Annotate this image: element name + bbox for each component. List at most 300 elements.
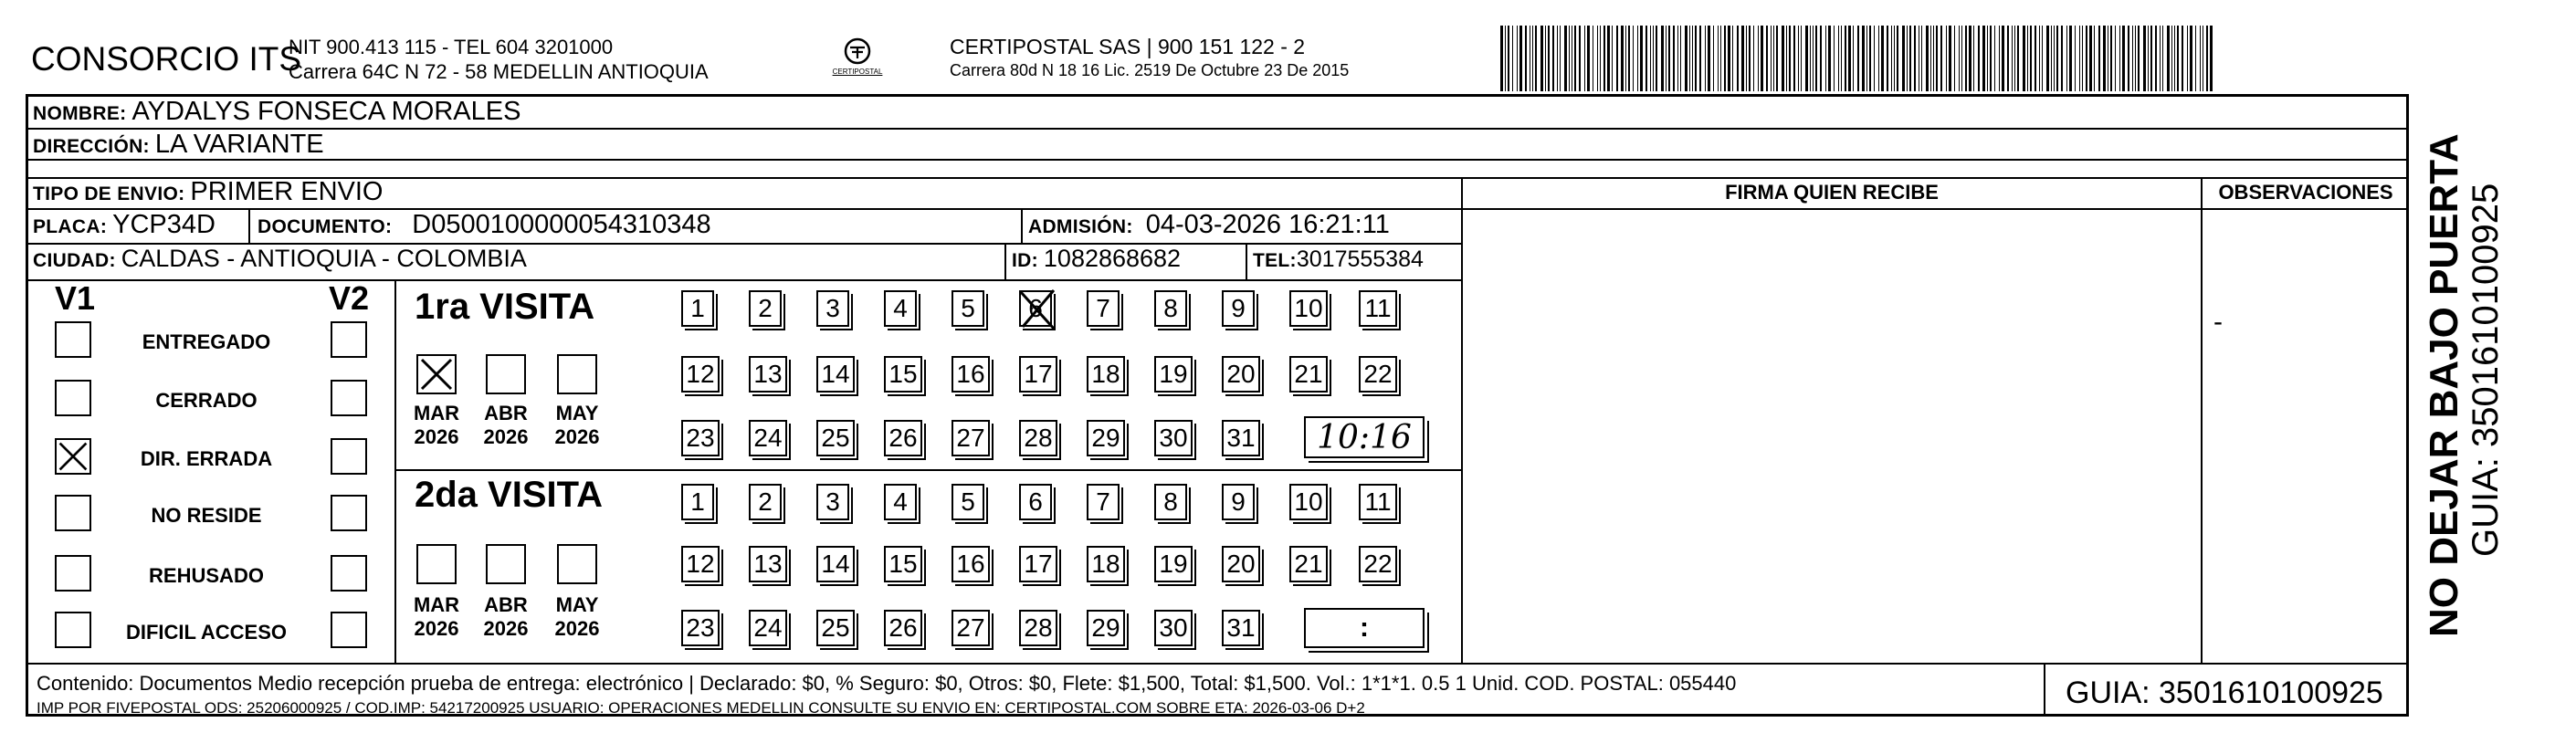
barcode-bar: [2138, 26, 2140, 91]
day-box[interactable]: 19: [1154, 546, 1193, 582]
day-box[interactable]: 26: [884, 610, 922, 646]
barcode-bar: [2017, 26, 2019, 91]
day-box[interactable]: 5: [952, 484, 984, 520]
barcode-bar: [1954, 26, 1955, 91]
barcode-bar: [1645, 26, 1647, 91]
barcode-bar: [1761, 26, 1763, 91]
barcode-bar: [2046, 26, 2049, 91]
barcode-bar: [1500, 26, 1503, 91]
day-box[interactable]: 26: [884, 420, 922, 456]
barcode-bar: [1949, 26, 1951, 91]
barcode-bar: [1508, 26, 1509, 91]
barcode-bar: [2167, 26, 2170, 91]
barcode-bar: [1853, 26, 1854, 91]
barcode-bar: [2066, 26, 2067, 91]
day-box[interactable]: 16: [952, 356, 990, 393]
month-year: 2026: [414, 425, 459, 448]
v1-checkbox[interactable]: [55, 612, 91, 648]
nombre-label: NOMBRE:: [33, 103, 127, 124]
barcode-bar: [2132, 26, 2133, 91]
day-box[interactable]: 15: [884, 356, 922, 393]
day-box[interactable]: 23: [681, 420, 720, 456]
day-box[interactable]: 12: [681, 546, 720, 582]
barcode-bar: [1557, 26, 1558, 91]
barcode-bar: [1695, 26, 1697, 91]
day-box[interactable]: 21: [1289, 356, 1328, 393]
day-box[interactable]: 5: [952, 290, 984, 327]
day-box[interactable]: 19: [1154, 356, 1193, 393]
month-year: 2026: [414, 617, 459, 640]
v1-checkbox[interactable]: [55, 555, 91, 592]
barcode-bar: [1987, 26, 1988, 91]
visit2-time-box[interactable]: :: [1304, 608, 1425, 648]
barcode-bar: [1519, 26, 1522, 91]
documento-value: D0500100000054310348: [412, 210, 711, 239]
barcode-bar: [1891, 26, 1892, 91]
month-label: ABR: [484, 593, 528, 616]
barcode-bar: [1545, 26, 1546, 91]
barcode-bar: [1673, 26, 1675, 91]
barcode-bar: [1600, 26, 1601, 91]
barcode-bar: [1677, 26, 1678, 91]
day-box[interactable]: 3: [816, 290, 849, 327]
barcode-bar: [1921, 26, 1922, 91]
status-label: DIFICIL ACCESO: [125, 621, 287, 644]
day-box[interactable]: 28: [1019, 420, 1057, 456]
barcode-bar: [1737, 26, 1739, 91]
barcode-bar: [1914, 26, 1916, 91]
barcode-bar: [1878, 26, 1879, 91]
barcode-bar: [2182, 26, 2183, 91]
day-box[interactable]: 25: [816, 610, 855, 646]
barcode-bar: [2103, 26, 2106, 91]
day-box[interactable]: 9: [1222, 290, 1255, 327]
month-year: 2026: [483, 425, 529, 448]
day-box[interactable]: 27: [952, 420, 990, 456]
barcode-bar: [1789, 26, 1791, 91]
direccion-value: LA VARIANTE: [154, 130, 324, 159]
barcode-bar: [1766, 26, 1768, 91]
day-box[interactable]: 4: [884, 290, 917, 327]
v2-checkbox[interactable]: [331, 380, 367, 416]
barcode-bar: [1753, 26, 1754, 91]
day-box[interactable]: 8: [1154, 484, 1187, 520]
barcode-bar: [1758, 26, 1759, 91]
barcode-bar: [1894, 26, 1895, 91]
barcode-bar: [1680, 26, 1681, 91]
month-checkbox[interactable]: [486, 354, 526, 394]
barcode-bar: [1505, 26, 1506, 91]
license-line: Carrera 80d N 18 16 Lic. 2519 De Octubre 23 De 2015: [950, 61, 1350, 79]
tel-field: [1253, 246, 1424, 273]
barcode-bar: [1801, 26, 1802, 91]
barcode-bar: [1798, 26, 1799, 91]
barcode-bar: [1535, 26, 1537, 91]
barcode-bar: [1969, 26, 1971, 91]
day-box[interactable]: 11: [1359, 484, 1397, 520]
check-x-icon: [57, 440, 89, 473]
barcode-bar: [2135, 26, 2136, 91]
day-box[interactable]: 28: [1019, 610, 1057, 646]
divider: [1021, 208, 1023, 243]
barcode-bar: [1776, 26, 1778, 91]
barcode-bar: [1656, 26, 1657, 91]
day-box[interactable]: 25: [816, 420, 855, 456]
id-value: 1082868682: [1043, 245, 1182, 272]
barcode-bar: [1866, 26, 1867, 91]
placa-value: YCP34D: [112, 210, 216, 239]
v1-checkbox[interactable]: [55, 380, 91, 416]
barcode-bar: [1845, 26, 1846, 91]
documento-label: DOCUMENTO:: [258, 216, 393, 237]
barcode-bar: [2177, 26, 2179, 91]
barcode-bar: [2148, 26, 2149, 91]
barcode-bar: [2171, 26, 2172, 91]
month-checkbox[interactable]: [416, 354, 457, 394]
admision-value: 04-03-2026 16:21:11: [1145, 210, 1390, 239]
v1-checkbox[interactable]: [55, 438, 91, 475]
barcode-bar: [1813, 26, 1814, 91]
v2-checkbox[interactable]: [331, 321, 367, 358]
v1-label: V1: [55, 279, 96, 317]
barcode-bar: [1732, 26, 1733, 91]
barcode-bar: [1564, 26, 1567, 91]
barcode-bar: [2187, 26, 2188, 91]
day-box[interactable]: 23: [681, 610, 720, 646]
barcode-bar: [1815, 26, 1817, 91]
barcode-bar: [2042, 26, 2043, 91]
barcode-bar: [1933, 26, 1934, 91]
barcode-bar: [2086, 26, 2087, 91]
barcode-bar: [1724, 26, 1726, 91]
column-divider: [2201, 177, 2203, 664]
barcode-bar: [1708, 26, 1710, 91]
day-box[interactable]: 27: [952, 610, 990, 646]
barcode-bar: [1548, 26, 1550, 91]
day-box[interactable]: 29: [1087, 420, 1125, 456]
barcode-bar: [1828, 26, 1831, 91]
month-label: MAR: [413, 593, 460, 616]
barcode-bar: [1834, 26, 1835, 91]
barcode-bar: [1625, 26, 1626, 91]
barcode-bar: [1540, 26, 1543, 91]
barcode-bar: [2195, 26, 2196, 91]
day-box[interactable]: 24: [749, 610, 787, 646]
barcode-bar: [1621, 26, 1624, 91]
barcode-bar: [1825, 26, 1826, 91]
month-checkbox[interactable]: [486, 544, 526, 584]
barcode-bar: [1692, 26, 1693, 91]
v2-checkbox[interactable]: [331, 495, 367, 531]
day-box[interactable]: 6: [1019, 484, 1052, 520]
company-info: [289, 35, 709, 84]
barcode-bar: [2162, 26, 2163, 91]
barcode-bar: [2082, 26, 2083, 91]
barcode-bar: [1930, 26, 1931, 91]
barcode-bar: [2007, 26, 2009, 91]
barcode-bar: [2089, 26, 2092, 91]
barcode-bar: [1881, 26, 1884, 91]
day-box[interactable]: 14: [816, 356, 855, 393]
day-box[interactable]: 4: [884, 484, 917, 520]
imp-line: IMP POR FIVEPOSTAL ODS: 25206000925 / COD.IMP: 54217200925 USUARIO: OPERACIONES MEDELLIN CONSULTE SU ENVIO EN: CERTIPOSTAL.COM SOBRE ETA: 2026-03-06 D+2: [37, 699, 1365, 717]
barcode-bar: [1597, 26, 1598, 91]
barcode-bar: [1771, 26, 1772, 91]
day-box[interactable]: 6: [1019, 290, 1052, 327]
v2-label: V2: [329, 279, 370, 317]
nit-line: NIT 900.413 115 - TEL 604 3201000: [289, 36, 614, 58]
day-box[interactable]: 17: [1019, 546, 1057, 582]
footer-guia: GUIA: 3501610100925: [2066, 675, 2383, 710]
day-box[interactable]: 24: [749, 420, 787, 456]
day-box[interactable]: 29: [1087, 610, 1125, 646]
barcode-bar: [1685, 26, 1688, 91]
barcode-bar: [1587, 26, 1590, 91]
day-box[interactable]: 22: [1359, 546, 1397, 582]
month-label: MAY: [555, 593, 599, 616]
v2-checkbox[interactable]: [331, 438, 367, 475]
barcode-bar: [2150, 26, 2152, 91]
day-box[interactable]: 2: [749, 290, 782, 327]
barcode-bar: [2160, 26, 2161, 91]
placa-field: [33, 210, 216, 240]
divider: [394, 279, 396, 664]
divider: [2044, 663, 2045, 717]
barcode-bar: [1569, 26, 1570, 91]
barcode-bar: [1897, 26, 1898, 91]
month-year: 2026: [554, 425, 600, 448]
barcode-bar: [1705, 26, 1706, 91]
nombre-field: [33, 97, 520, 127]
status-label: REHUSADO: [149, 564, 264, 587]
barcode-bar: [1902, 26, 1905, 91]
barcode-bar: [2110, 26, 2112, 91]
barcode-bar: [1607, 26, 1610, 91]
barcode-bar: [2143, 26, 2146, 91]
day-box[interactable]: 30: [1154, 610, 1193, 646]
barcode-bar: [1640, 26, 1643, 91]
day-box[interactable]: 31: [1222, 420, 1260, 456]
tipo-envio-label: TIPO DE ENVIO:: [33, 183, 185, 204]
status-label: NO RESIDE: [151, 504, 262, 527]
day-box[interactable]: 7: [1087, 290, 1120, 327]
id-label: ID:: [1012, 250, 1038, 271]
v1-checkbox[interactable]: [55, 495, 91, 531]
barcode-bar: [1793, 26, 1795, 91]
visit2-title: 2da VISITA: [415, 475, 603, 515]
v1-checkbox[interactable]: [55, 321, 91, 358]
barcode-bar: [2012, 26, 2013, 91]
barcode-bar: [1720, 26, 1721, 91]
barcode-bar: [2023, 26, 2025, 91]
barcode-bar: [1532, 26, 1533, 91]
barcode-bar: [2200, 26, 2201, 91]
barcode-bar: [2128, 26, 2129, 91]
barcode-bar: [1999, 26, 2000, 91]
v2-checkbox[interactable]: [331, 612, 367, 648]
day-box[interactable]: 9: [1222, 484, 1255, 520]
barcode-bar: [2039, 26, 2040, 91]
tel-value: 3017555384: [1296, 246, 1424, 272]
divider: [1246, 243, 1247, 279]
barcode-bar: [2056, 26, 2058, 91]
observaciones-header: OBSERVACIONES: [2218, 181, 2393, 204]
tel-label: TEL:: [1253, 250, 1297, 271]
month-checkbox[interactable]: [557, 354, 597, 394]
day-box[interactable]: 1: [681, 290, 714, 327]
barcode-bar: [2002, 26, 2004, 91]
side-warning: NO DEJAR BAJO PUERTA: [2422, 133, 2466, 637]
barcode-bar: [2155, 26, 2157, 91]
documento-field: [258, 210, 711, 240]
barcode-bar: [1978, 26, 1980, 91]
id-field: [1012, 245, 1181, 273]
barcode-bar: [1746, 26, 1747, 91]
barcode-bar: [1940, 26, 1942, 91]
tipo-envio-value: PRIMER ENVIO: [190, 177, 384, 206]
day-box[interactable]: 20: [1222, 356, 1260, 393]
day-box[interactable]: 13: [749, 546, 787, 582]
barcode-bar: [2210, 26, 2213, 91]
barcode-bar: [1749, 26, 1751, 91]
day-box[interactable]: 31: [1222, 610, 1260, 646]
direccion-field: [33, 130, 324, 160]
day-box[interactable]: 13: [749, 356, 787, 393]
rule: [26, 279, 1461, 281]
barcode-bar: [1973, 26, 1974, 91]
day-check-icon: [1017, 287, 1059, 332]
rule: [26, 177, 2409, 179]
barcode-bar: [1668, 26, 1670, 91]
contenido-line: Contenido: Documentos Medio recepción prueba de entrega: electrónico | Declarado: $0, % Seguro: $0, Otros: $0, Flete: $1,500, Total: $1,500. Vol.: 1*1*1. 0.5 1 Unid. COD. POSTAL: 055440: [37, 672, 1737, 695]
barcode-bar: [1848, 26, 1851, 91]
barcode-bar: [1718, 26, 1719, 91]
barcode-bar: [1841, 26, 1842, 91]
barcode-bar: [2098, 26, 2100, 91]
barcode-bar: [1628, 26, 1630, 91]
barcode-bar: [1525, 26, 1527, 91]
day-box[interactable]: 2: [749, 484, 782, 520]
day-box[interactable]: 10: [1289, 484, 1328, 520]
barcode-bar: [1994, 26, 1995, 91]
barcode-bar: [1838, 26, 1839, 91]
barcode-bar: [1869, 26, 1871, 91]
barcode-bar: [2069, 26, 2072, 91]
barcode-bar: [1857, 26, 1859, 91]
barcode-bar: [2035, 26, 2036, 91]
barcode-bar: [1603, 26, 1605, 91]
month-checkbox[interactable]: [416, 544, 457, 584]
day-box[interactable]: 16: [952, 546, 990, 582]
certipostal-line: CERTIPOSTAL SAS | 900 151 122 - 2: [950, 35, 1306, 58]
tipo-envio-field: [33, 177, 383, 207]
visit1-time-box[interactable]: 10:16: [1304, 416, 1425, 458]
day-box[interactable]: 12: [681, 356, 720, 393]
divider: [248, 208, 250, 243]
barcode-bar: [2119, 26, 2120, 91]
barcode-bar: [2027, 26, 2028, 91]
month-label: MAR: [413, 402, 460, 424]
month-label: ABR: [484, 402, 528, 424]
day-box[interactable]: 20: [1222, 546, 1260, 582]
day-box[interactable]: 1: [681, 484, 714, 520]
rule: [394, 469, 1461, 471]
barcode-bar: [2030, 26, 2032, 91]
month-checkbox[interactable]: [557, 544, 597, 584]
day-box[interactable]: 3: [816, 484, 849, 520]
day-box[interactable]: 17: [1019, 356, 1057, 393]
placa-label: PLACA:: [33, 216, 108, 237]
day-box[interactable]: 18: [1087, 356, 1125, 393]
ciudad-label: CIUDAD:: [33, 250, 116, 271]
day-box[interactable]: 15: [884, 546, 922, 582]
barcode-bar: [1584, 26, 1585, 91]
day-box[interactable]: 14: [816, 546, 855, 582]
barcode-bar: [2061, 26, 2063, 91]
ciudad-field: [33, 245, 527, 273]
barcode-bar: [1633, 26, 1634, 91]
barcode-bar: [1862, 26, 1865, 91]
month-year: 2026: [554, 617, 600, 640]
day-box[interactable]: 10: [1289, 290, 1328, 327]
barcode-bar: [1926, 26, 1929, 91]
barcode-bar: [1637, 26, 1638, 91]
barcode-bar: [1653, 26, 1654, 91]
day-box[interactable]: 11: [1359, 290, 1397, 327]
barcode-bar: [2190, 26, 2192, 91]
rule: [26, 663, 2409, 665]
status-label: DIR. ERRADA: [140, 447, 273, 470]
signature-area[interactable]: [1463, 208, 2201, 663]
barcode-bar: [1579, 26, 1581, 91]
barcode-bar: [2122, 26, 2125, 91]
barcode-bar: [1612, 26, 1613, 91]
rule: [26, 128, 2409, 130]
firma-header: FIRMA QUIEN RECIBE: [1725, 181, 1939, 204]
day-box[interactable]: 22: [1359, 356, 1397, 393]
barcode-bar: [1961, 26, 1962, 91]
barcode-bar: [1661, 26, 1664, 91]
barcode-bar: [1909, 26, 1911, 91]
barcode-bar: [1782, 26, 1784, 91]
barcode-bar: [1965, 26, 1967, 91]
v2-checkbox[interactable]: [331, 555, 367, 592]
status-label: ENTREGADO: [142, 330, 271, 353]
barcode-bar: [1713, 26, 1714, 91]
day-box[interactable]: 21: [1289, 546, 1328, 582]
barcode-bar: [2115, 26, 2116, 91]
day-box[interactable]: 8: [1154, 290, 1187, 327]
direccion-label: DIRECCIÓN:: [33, 136, 150, 157]
barcode-bar: [1666, 26, 1667, 91]
side-guia: GUIA: 3501610100925: [2466, 183, 2506, 557]
barcode-bar: [1982, 26, 1985, 91]
barcode-bar: [2014, 26, 2015, 91]
day-box[interactable]: 30: [1154, 420, 1193, 456]
day-box[interactable]: 18: [1087, 546, 1125, 582]
check-x-icon: [418, 356, 455, 393]
barcode-bar: [1773, 26, 1774, 91]
barcode-bar: [2174, 26, 2175, 91]
barcode-bar: [1650, 26, 1651, 91]
address-line: Carrera 64C N 72 - 58 MEDELLIN ANTIOQUIA: [289, 60, 709, 83]
day-box[interactable]: 7: [1087, 484, 1120, 520]
barcode-bar: [1552, 26, 1554, 91]
barcode-bar: [1936, 26, 1938, 91]
barcode-bar: [1574, 26, 1576, 91]
barcode-bar: [2075, 26, 2076, 91]
admision-label: ADMISIÓN:: [1028, 216, 1133, 237]
